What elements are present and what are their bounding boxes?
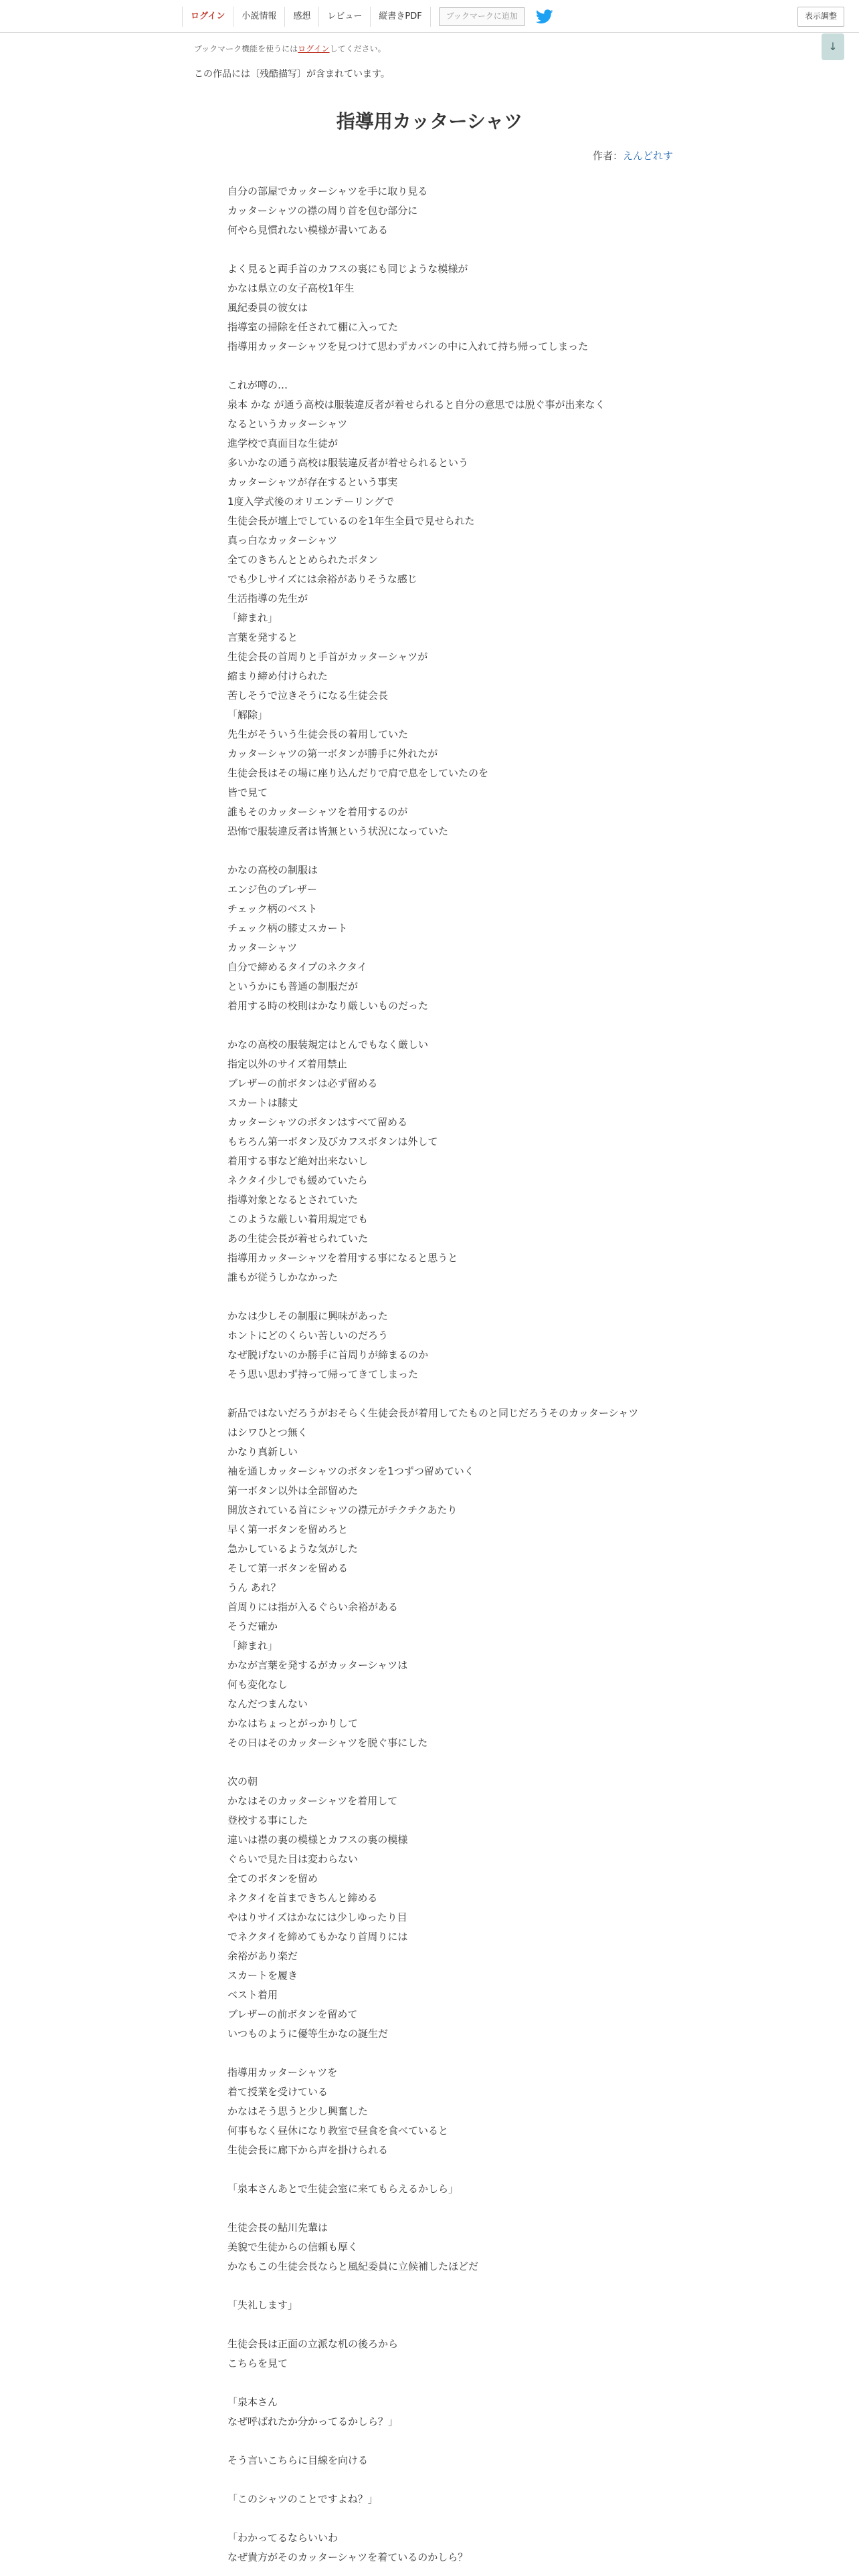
body-line: 誰もが従うしかなかった	[227, 1271, 339, 1283]
add-bookmark-button[interactable]: ブックマークに追加	[439, 7, 525, 26]
author-label: 作者：	[592, 150, 623, 162]
display-settings-button[interactable]: 表示調整	[797, 7, 844, 27]
body-line: 1度入学式後のオリエンテーリングで	[227, 496, 394, 508]
body-line: 開放されている首にシャツの襟元がチクチクあたり	[227, 1504, 458, 1516]
blank-line	[227, 2373, 642, 2393]
body-line: 「わかってるならいいわ	[227, 2532, 339, 2544]
body-line: そうだ確か	[227, 1620, 278, 1632]
body-line: かなはそう思うと少し興奮した	[227, 2105, 369, 2117]
body-line: 苦しそうで泣きそうになる生徒会長	[227, 689, 389, 702]
body-line: カッターシャツ	[227, 942, 298, 954]
body-line: かなり真新しい	[227, 1446, 298, 1458]
blank-line	[227, 1287, 642, 1307]
author-link[interactable]: えんどれす	[622, 150, 673, 162]
body-line: やはりサイズはかなには少しゆったり目	[227, 1911, 407, 1923]
impressions-link[interactable]: 感想	[285, 7, 319, 27]
body-line: もちろん第一ボタン及びカフスボタンは外して	[227, 1136, 438, 1148]
body-line: ブレザーの前ボタンを留めて	[227, 2008, 358, 2020]
twitter-icon[interactable]	[536, 9, 553, 24]
body-line: でネクタイを締めてもかなり首周りには	[227, 1931, 408, 1943]
body-line: 何事もなく昼休になり教室で昼食を食べていると	[227, 2125, 449, 2137]
body-line: 着用する時の校則はかなり厳しいものだった	[227, 1000, 429, 1012]
notice-login-link[interactable]: ログイン	[298, 44, 330, 53]
body-line: よく見ると両手首のカフスの裏にも同じような模様が	[227, 263, 468, 275]
body-line: 自分の部屋でカッターシャツを手に取り見る	[227, 185, 428, 197]
body-line: なるというカッターシャツ	[227, 418, 348, 430]
body-line: エンジ色のブレザー	[227, 883, 318, 895]
novel-title: 指導用カッターシャツ	[336, 110, 523, 132]
body-line: 進学校で真面目な生徒が	[227, 437, 339, 449]
body-line: 何も変化なし	[227, 1679, 288, 1691]
body-line: こちらを見て	[227, 2357, 288, 2369]
body-line: 生徒会長が壇上でしているのを1年生全員で見せられた	[227, 515, 475, 527]
body-line: その日はそのカッターシャツを脱ぐ事にした	[227, 1737, 428, 1749]
body-line: そして第一ボタンを留める	[227, 1562, 349, 1574]
body-line: ぐらいで見た目は変わらない	[227, 1853, 359, 1865]
body-line: チェック柄の膝丈スカート	[227, 922, 348, 934]
body-line: このような厳しい着用規定でも	[227, 1213, 369, 1225]
vertical-pdf-link[interactable]: 縦書きPDF	[371, 7, 430, 27]
body-line: 指定以外のサイズ着用禁止	[227, 1058, 347, 1070]
body-line: でも少しサイズには余裕がありそうな感じ	[227, 573, 417, 585]
body-line: かなはちょっとがっかりして	[227, 1717, 359, 1729]
body-line: かなは県立の女子高校1年生	[227, 282, 355, 294]
body-line: なぜ貴方がそのカッターシャツを着ているのかしら？	[227, 2551, 468, 2563]
body-line: 風紀委員の彼女は	[227, 302, 308, 314]
body-line: 生徒会長はその場に座り込んだりで肩で息をしていたのを	[227, 767, 489, 779]
body-line: 泉本 かな が通う高校は服装違反者が着せられると自分の意思では脱ぐ事が出来なく	[227, 399, 605, 411]
body-line: 言葉を発すると	[227, 631, 298, 643]
login-notice	[194, 43, 386, 54]
body-line: かなはそのカッターシャツを着用して	[227, 1795, 398, 1807]
blank-line	[227, 2160, 642, 2179]
blank-line	[227, 1016, 642, 1035]
body-line: 自分で締めるタイプのネクタイ	[227, 961, 367, 973]
body-line: 縮まり締め付けられた	[227, 670, 328, 682]
body-line: 「失礼します」	[227, 2299, 298, 2311]
body-line: 「泉本さん	[227, 2396, 278, 2408]
body-line: 次の朝	[227, 1776, 258, 1788]
top-navigation-bar	[0, 0, 859, 33]
blank-line	[227, 2199, 642, 2218]
body-line: チェック柄のベスト	[227, 903, 318, 915]
body-line: これが噂の…	[227, 379, 288, 391]
body-line: カッターシャツのボタンはすべて留める	[227, 1116, 407, 1128]
body-line: 美貌で生徒からの信頼も厚く	[227, 2241, 359, 2253]
novel-info-link[interactable]: 小説情報	[233, 7, 285, 27]
body-line: 皆で見て	[227, 786, 268, 798]
body-line: 生活指導の先生が	[227, 593, 308, 605]
body-line: 着用する事など絶対出来ないし	[227, 1155, 369, 1167]
body-line: 指導用カッターシャツを	[227, 2066, 338, 2078]
blank-line	[227, 2315, 642, 2335]
content-warning: この作品には〔残酷描写〕が含まれています。	[194, 69, 390, 80]
notice-prefix: ブックマーク機能を使うには	[194, 44, 298, 53]
body-line: カッターシャツが存在するという事実	[227, 476, 398, 488]
body-line: 指導室の掃除を任されて棚に入ってた	[227, 321, 399, 333]
body-line: 誰もそのカッターシャツを着用するのが	[227, 806, 408, 818]
body-line: 生徒会長に廊下から声を掛けられる	[227, 2144, 389, 2156]
body-line: 着て授業を受けている	[227, 2086, 328, 2098]
blank-line	[227, 2470, 642, 2490]
scroll-down-button[interactable]: ↓	[822, 33, 844, 60]
body-line: 「解除」	[227, 709, 268, 721]
body-line: かなが言葉を発するがカッターシャツは	[227, 1659, 408, 1671]
body-line: なぜ呼ばれたか分かってるかしら？」	[227, 2416, 399, 2428]
body-line: 全てのボタンを留め	[227, 1872, 318, 1885]
login-link[interactable]: ログイン	[182, 7, 233, 27]
body-line: 「泉本さんあとで生徒会室に来てもらえるかしら」	[227, 2183, 459, 2195]
notice-suffix: してください。	[329, 44, 386, 53]
body-line: かなの高校の服装規定はとんでもなく厳しい	[227, 1039, 429, 1051]
body-line: カッターシャツの襟の周り首を包む部分に	[227, 205, 418, 217]
blank-line	[227, 2044, 642, 2063]
body-line: 違いは襟の裏の模様とカフスの裏の模様	[227, 1834, 408, 1846]
body-line: 「締まれ」	[227, 612, 278, 624]
body-line: 多いかなの通う高校は服装違反者が着せられるという	[227, 457, 469, 469]
body-line: ネクタイを首まできちんと締める	[227, 1892, 378, 1904]
body-line: ホントにどのくらい苦しいのだろう	[227, 1329, 389, 1341]
main-nav	[182, 7, 553, 27]
body-line: 急かしているような気がした	[227, 1543, 359, 1555]
body-line: 指導対象となるとされていた	[227, 1194, 359, 1206]
body-line: 「このシャツのことですよね？」	[227, 2493, 378, 2505]
body-line: そう思い思わず持って帰ってきてしまった	[227, 1368, 419, 1380]
novel-body	[227, 182, 642, 2567]
body-line: 指導用カッターシャツを着用する事になると思うと	[227, 1252, 458, 1264]
body-line: なんだつまんない	[227, 1698, 308, 1710]
body-line: 第一ボタン以外は全部留めた	[227, 1485, 359, 1497]
body-line: あの生徒会長が着せられていた	[227, 1232, 369, 1245]
review-link[interactable]: レビュー	[319, 7, 371, 27]
body-line: 何やら見慣れない模様が書いてある	[227, 224, 389, 236]
blank-line	[227, 1384, 642, 1404]
body-line: かなは少しその制服に興味があった	[227, 1310, 388, 1322]
body-line: 指導用カッターシャツを見つけて思わずカバンの中に入れて持ち帰ってしまった	[227, 340, 589, 352]
blank-line	[227, 356, 642, 376]
body-line: 恐怖で服装違反者は皆無という状況になっていた	[227, 825, 449, 837]
body-line: 「締まれ」	[227, 1640, 278, 1652]
blank-line	[227, 2276, 642, 2296]
body-line: 新品ではないだろうがおそらく生徒会長が着用してたものと同じだろうそのカッターシャツはシワひとつ無く	[227, 1407, 639, 1438]
body-line: カッターシャツの第一ボタンが勝手に外れたが	[227, 748, 438, 760]
body-line: 袖を通しカッターシャツのボタンを1つずつ留めていく	[227, 1465, 474, 1477]
body-line: 全てのきちんととめられたボタン	[227, 554, 379, 566]
blank-line	[227, 2432, 642, 2451]
author-line	[593, 148, 673, 163]
body-line: 余裕があり楽だ	[227, 1950, 298, 1962]
body-line: かなもこの生徒会長ならと風紀委員に立候補したほどだ	[227, 2260, 479, 2272]
blank-line	[227, 841, 642, 861]
body-line: ネクタイ少しでも緩めていたら	[227, 1174, 368, 1186]
body-line: うん あれ？	[227, 1582, 281, 1594]
body-line: 首周りには指が入るぐらい余裕がある	[227, 1601, 399, 1613]
blank-line	[227, 240, 642, 259]
body-line: というかにも普通の制服だが	[227, 980, 359, 992]
body-line: いつものように優等生かなの誕生だ	[227, 2028, 389, 2040]
body-line: スカートを履き	[227, 1969, 298, 1981]
body-line: 生徒会長の鮎川先輩は	[227, 2222, 328, 2234]
blank-line	[227, 2509, 642, 2529]
body-line: なぜ脱げないのか勝手に首周りが締まるのか	[227, 1349, 429, 1361]
blank-line	[227, 1753, 642, 1772]
body-line: 生徒会長は正面の立派な机の後ろから	[227, 2338, 399, 2350]
body-line: そう言いこちらに目線を向ける	[227, 2454, 369, 2466]
body-line: ベスト着用	[227, 1989, 278, 2001]
body-line: スカートは膝丈	[227, 1097, 298, 1109]
body-line: 生徒会長の首周りと手首がカッターシャツが	[227, 651, 428, 663]
body-line: 先生がそういう生徒会長の着用していた	[227, 728, 409, 740]
body-line: ブレザーの前ボタンは必ず留める	[227, 1077, 378, 1089]
body-line: かなの高校の制服は	[227, 864, 318, 876]
body-line: 早く第一ボタンを留めろと	[227, 1523, 349, 1535]
body-line: 真っ白なカッターシャツ	[227, 534, 338, 546]
body-line: 登校する事にした	[227, 1814, 308, 1826]
